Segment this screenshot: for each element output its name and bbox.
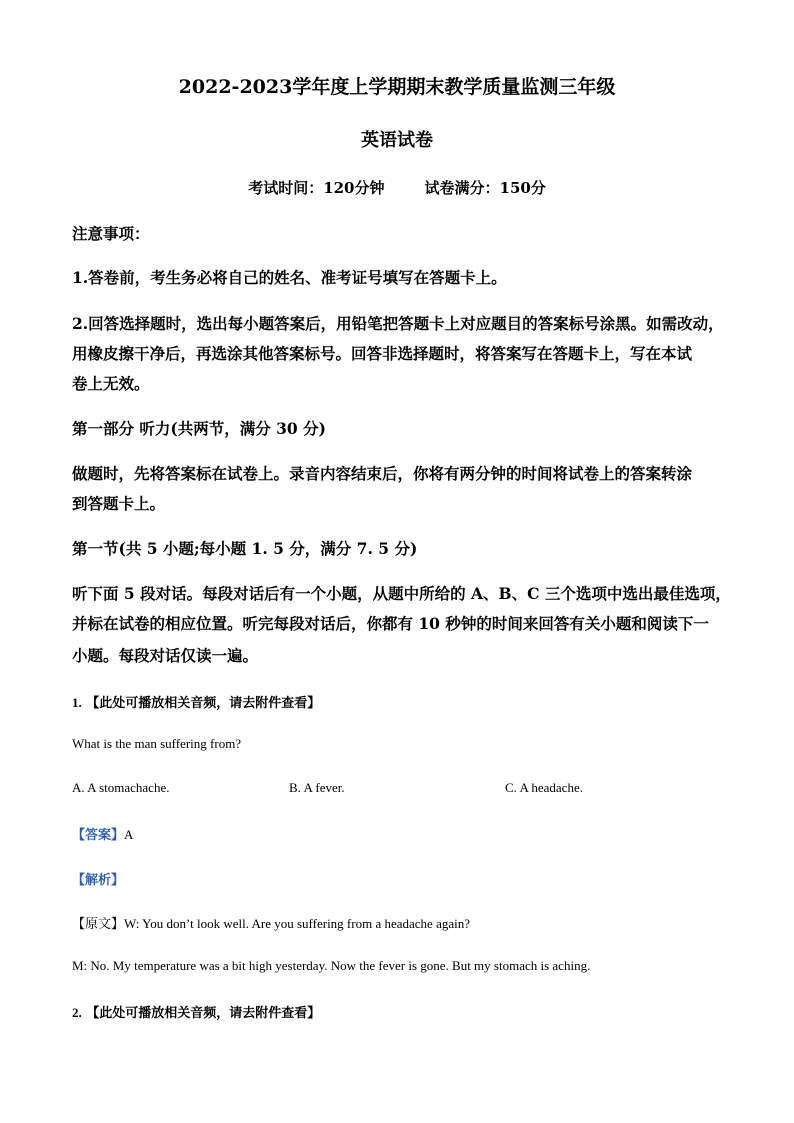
section1-instruction-line-3: 小题。每段对话仅读一遍。 (72, 646, 259, 665)
question-1-source-line-1 (72, 913, 722, 932)
exam-title: 2022-2023学年度上学期期末教学质量监测三年级 (178, 76, 616, 98)
question-1-number: 1. (72, 695, 82, 710)
question-2-audio-note[interactable]: 【此处可播放相关音频，请去附件查看】 (86, 1006, 321, 1021)
question-2-header (72, 1002, 722, 1021)
question-1-option-a: A. A stomachache. (72, 780, 170, 795)
answer-value: A (124, 827, 134, 842)
notice-item-2-line-2: 用橡皮擦干净后，再选涂其他答案标号。回答非选择题时，将答案写在答题卡上，写在本试 (72, 344, 693, 363)
notice-item-2-line-3: 卷上无效。 (72, 374, 150, 393)
exam-subject: 英语试卷 (361, 130, 433, 151)
exam-time: 考试时间：120分钟 (248, 179, 385, 197)
part1-instruction-line-2: 到答题卡上。 (72, 494, 166, 513)
part1-instruction-line-1: 做题时，先将答案标在试卷上。录音内容结束后，你将有两分钟的时间将试卷上的答案转涂 (72, 464, 693, 483)
answer-tag: 【答案】 (72, 828, 125, 843)
exam-full-score: 试卷满分：150分 (424, 179, 546, 197)
question-1-option-b: B. A fever. (289, 780, 345, 795)
analysis-tag: 【解析】 (72, 873, 125, 888)
question-1-option-c: C. A headache. (505, 780, 583, 795)
notice-heading: 注意事项： (72, 224, 150, 243)
question-1-answer (72, 824, 722, 843)
part1-heading: 第一部分 听力(共两节，满分 30 分) (72, 419, 326, 438)
question-1-source-line-2: M: No. My temperature was a bit high yesterday. Now the fever is gone. But my stomach is aching. (72, 958, 591, 973)
question-1-audio-note[interactable]: 【此处可播放相关音频，请去附件查看】 (86, 696, 321, 711)
section1-instruction-line-2: 并标在试卷的相应位置。听完每段对话后，你都有 10 秒钟的时间来回答有关小题和阅读下一 (72, 614, 709, 633)
question-1-stem: What is the man suffering from? (72, 736, 242, 751)
source-line-1: W: You don’t look well. Are you suffering from a headache again? (124, 916, 470, 931)
notice-item-2-line-1: 2.回答选择题时，选出每小题答案后，用铅笔把答题卡上对应题目的答案标号涂黑。如需改动， (72, 314, 724, 333)
source-tag: 【原文】 (72, 917, 125, 932)
notice-item-1: 1.答卷前，考生务必将自己的姓名、准考证号填写在答题卡上。 (72, 268, 507, 287)
exam-meta (0, 177, 794, 198)
section1-heading: 第一节(共 5 小题;每小题 1. 5 分，满分 7. 5 分) (72, 539, 418, 558)
question-1-analysis (72, 869, 722, 888)
section1-instruction-line-1: 听下面 5 段对话。每段对话后有一个小题，从题中所给的 A、B、C 三个选项中选出最佳选项， (72, 584, 731, 603)
question-2-number: 2. (72, 1005, 82, 1020)
question-1-header (72, 692, 722, 711)
